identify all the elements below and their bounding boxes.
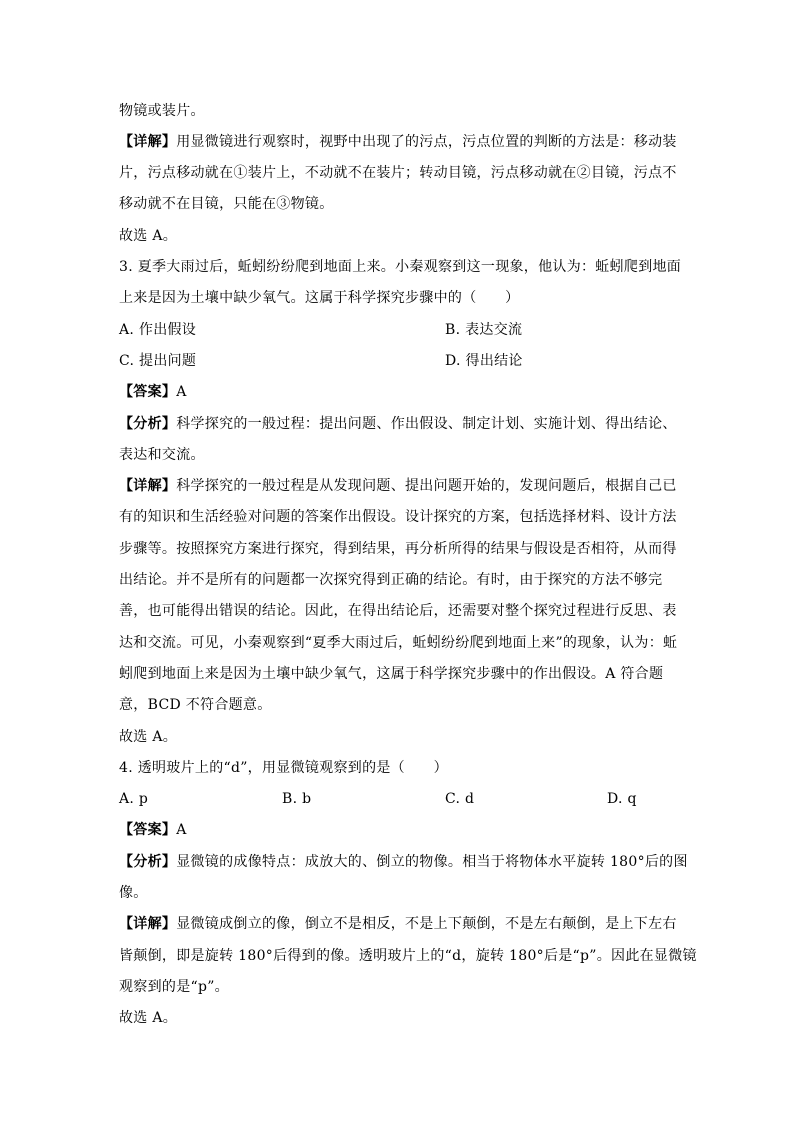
text-line: 观察到的是“p”。	[119, 979, 229, 995]
text-line: 善，也可能得出错误的结论。因此，在得出结论后，还需要对整个探究过程进行反思、表	[119, 603, 677, 619]
detail-tag: 【详解】	[119, 478, 177, 494]
text-line: 达和交流。可见，小秦观察到“夏季大雨过后，蚯蚓纷纷爬到地面上来”的现象，认为：蚯	[119, 635, 678, 651]
q3-option-c: C. 提出问题	[119, 353, 197, 369]
conclusion-line: 故选 A。	[119, 228, 178, 244]
detail-tag: 【详解】	[119, 134, 177, 150]
q4-option-d: D. q	[607, 791, 637, 807]
answer-tag: 【答案】	[119, 384, 177, 400]
q4-option-b: B. b	[282, 791, 312, 807]
text-line: 像。	[119, 885, 148, 901]
text-line: 蚓爬到地面上来是因为土壤中缺少氧气，这属于科学探究步骤中的作出假设。A 符合题	[119, 666, 664, 682]
text-line: 物镜或装片。	[119, 103, 205, 119]
text-line: 有的知识和生活经验对问题的答案作出假设。设计探究的方案，包括选择材料、设计方法	[119, 509, 677, 525]
text-line: 意，BCD 不符合题意。	[119, 697, 272, 713]
detail-line: 【详解】用显微镜进行观察时，视野中出现了的污点，污点位置的判断的方法是：移动装	[119, 134, 677, 150]
detail-line: 【详解】科学探究的一般过程是从发现问题、提出问题开始的，发现问题后，根据自己已	[119, 478, 677, 494]
conclusion-line: 故选 A。	[119, 729, 178, 745]
q3-option-a: A. 作出假设	[119, 322, 197, 338]
answer-line: 【答案】A	[119, 822, 187, 838]
text-line: 上来是因为土壤中缺少氧气。这属于科学探究步骤中的（ ）	[119, 290, 520, 306]
analysis-line: 【分析】科学探究的一般过程：提出问题、作出假设、制定计划、实施计划、得出结论、	[119, 416, 677, 432]
analysis-tag: 【分析】	[119, 416, 177, 432]
detail-tag: 【详解】	[119, 916, 177, 932]
detail-line: 【详解】显微镜成倒立的像，倒立不是相反，不是上下颠倒，不是左右颠倒，是上下左右	[119, 916, 677, 932]
text-line: 步骤等。按照探究方案进行探究，得到结果，再分析所得的结果与假设是否相符，从而得	[119, 541, 677, 557]
text-line: 片，污点移动就在①装片上，不动就不在装片；转动目镜，污点移动就在②目镜，污点不	[119, 165, 677, 181]
answer-tag: 【答案】	[119, 822, 177, 838]
analysis-tag: 【分析】	[119, 854, 177, 870]
text-line: 移动就不在目镜，只能在③物镜。	[119, 196, 334, 212]
q3-option-d: D. 得出结论	[445, 353, 523, 369]
answer-line: 【答案】A	[119, 384, 187, 400]
text-line: 出结论。并不是所有的问题都一次探究得到正确的结论。有时，由于探究的方法不够完	[119, 572, 663, 588]
q4-option-c: C. d	[445, 791, 475, 807]
q4-option-a: A. p	[119, 791, 149, 807]
analysis-line: 【分析】显微镜的成像特点：成放大的、倒立的物像。相当于将物体水平旋转 180°后的图	[119, 854, 688, 870]
text-line: 皆颠倒，即是旋转 180°后得到的像。透明玻片上的“d，旋转 180°后是“p”。因此在显微镜	[119, 948, 697, 964]
text-line: 表达和交流。	[119, 447, 205, 463]
question-3: 3. 夏季大雨过后，蚯蚓纷纷爬到地面上来。小秦观察到这一现象，他认为：蚯蚓爬到地面	[119, 259, 682, 275]
conclusion-line: 故选 A。	[119, 1010, 178, 1026]
q3-option-b: B. 表达交流	[445, 322, 523, 338]
question-4: 4. 透明玻片上的“d”，用显微镜观察到的是（ ）	[119, 760, 448, 776]
